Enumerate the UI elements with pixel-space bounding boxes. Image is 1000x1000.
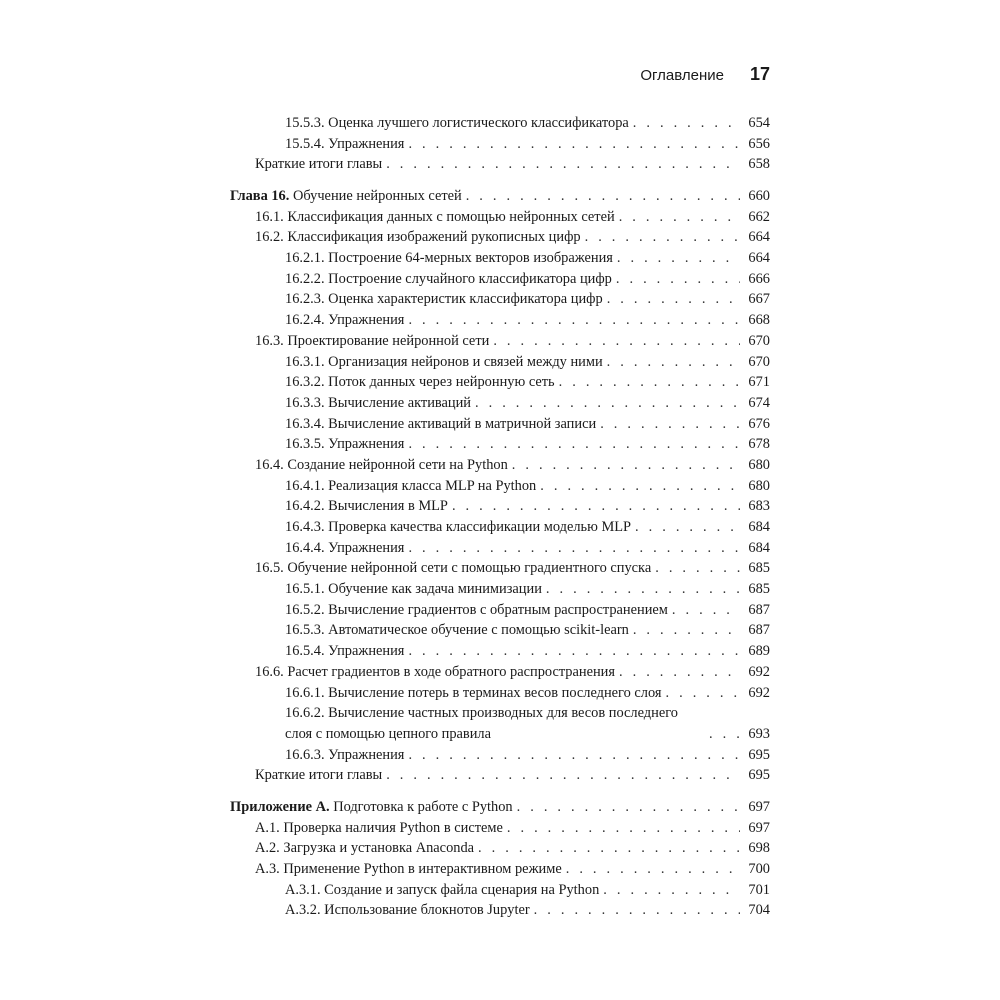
toc-page-number: 656	[748, 135, 770, 152]
dot-leader	[452, 496, 740, 517]
dot-leader	[475, 393, 740, 414]
toc-entry-text: 16.3.2. Поток данных через нейронную сеть	[285, 374, 555, 391]
toc-page-number: 658	[748, 156, 770, 173]
toc-page-number: 667	[748, 291, 770, 308]
toc-entry	[230, 621, 770, 642]
toc-page-number: 670	[748, 332, 770, 349]
toc-entry-title	[285, 269, 612, 290]
toc-page-number: 697	[748, 819, 770, 836]
toc-entry-title	[285, 393, 471, 414]
toc-entry	[230, 310, 770, 331]
toc-entry	[230, 352, 770, 373]
dot-leader	[619, 662, 740, 683]
toc-page-number: 695	[748, 746, 770, 763]
dot-leader	[709, 724, 740, 745]
toc-entry-text: 16.5.2. Вычисление градиентов с обратным распространением	[285, 601, 668, 618]
toc-entry	[230, 703, 770, 744]
toc-page-number: 689	[748, 643, 770, 660]
dot-leader	[616, 269, 740, 290]
toc-entry-text: 16.1. Классификация данных с помощью нейронных сетей	[255, 208, 615, 225]
toc-entry	[230, 662, 770, 683]
dot-leader	[600, 414, 740, 435]
toc-entry-text: 16.2.3. Оценка характеристик классификатора цифр	[285, 291, 603, 308]
dot-leader	[540, 476, 740, 497]
dot-leader	[672, 600, 740, 621]
toc-entry-title	[285, 248, 613, 269]
page-number: 17	[749, 64, 770, 84]
toc-page-number: 674	[748, 394, 770, 411]
running-head-title: Оглавление	[640, 67, 724, 84]
toc-entry-text: 16.4.2. Вычисления в MLP	[285, 498, 448, 515]
toc-page-number: 664	[748, 229, 770, 246]
toc-entry-text: 15.5.3. Оценка лучшего логистического классификатора	[285, 114, 629, 131]
toc-entry	[230, 838, 770, 859]
toc-entry	[230, 434, 770, 455]
toc-entry-title	[285, 414, 596, 435]
dot-leader	[408, 641, 740, 662]
toc-entry	[230, 455, 770, 476]
dot-leader	[607, 352, 740, 373]
toc-page-number: 683	[748, 498, 770, 515]
toc-page-number: 685	[748, 581, 770, 598]
toc-entry-title	[255, 859, 562, 880]
toc-entry-text: 16.3.1. Организация нейронов и связей между ними	[285, 353, 603, 370]
toc-entry-title	[285, 372, 555, 393]
dot-leader	[603, 880, 740, 901]
toc-entry	[230, 393, 770, 414]
dot-leader	[408, 134, 740, 155]
toc-entry	[230, 248, 770, 269]
dot-leader	[633, 113, 740, 134]
toc-entry-title	[255, 331, 489, 352]
dot-leader	[666, 683, 740, 704]
toc-entry-text: 16.6. Расчет градиентов в ходе обратного распространения	[255, 663, 616, 680]
toc-entry-title	[255, 558, 651, 579]
toc-entry-title	[285, 579, 542, 600]
toc-entry-title	[285, 641, 404, 662]
toc-entry-text: 16.3. Проектирование нейронной сети	[255, 332, 490, 349]
dot-leader	[633, 620, 740, 641]
toc-page-number: 704	[748, 902, 770, 919]
toc-entry	[230, 227, 770, 248]
dot-leader	[585, 227, 740, 248]
toc-page-number: 692	[748, 663, 770, 680]
toc-entry-title	[285, 434, 404, 455]
dot-leader	[507, 818, 740, 839]
toc-entry-text: 16.5.1. Обучение как задача минимизации	[285, 581, 542, 598]
dot-leader	[408, 538, 740, 559]
toc-entry	[230, 683, 770, 704]
toc-entry-text: 16.4.1. Реализация класса MLP на Python	[285, 477, 537, 494]
toc-entry-text: 16.2.2. Построение случайного классификатора цифр	[285, 270, 612, 287]
toc-entry-title	[255, 818, 503, 839]
toc-page-number: 693	[748, 725, 770, 742]
toc-entry-text: 16.2.4. Упражнения	[285, 312, 405, 329]
toc-entry	[230, 517, 770, 538]
dot-leader	[386, 154, 740, 175]
toc-page-number: 666	[748, 270, 770, 287]
toc-entry	[230, 859, 770, 880]
toc-entry-text: 16.2. Классификация изображений рукописных цифр	[255, 229, 581, 246]
toc-page-number: 692	[748, 684, 770, 701]
toc-page-number: 676	[748, 415, 770, 432]
toc-entry-text: 16.3.5. Упражнения	[285, 436, 405, 453]
toc-entry-text: 16.6.1. Вычисление потерь в терминах весов последнего слоя	[285, 684, 662, 701]
toc-entry-text: 16.4.4. Упражнения	[285, 539, 405, 556]
toc-entry-title	[285, 310, 404, 331]
toc-entry-text: 16.6.3. Упражнения	[285, 746, 405, 763]
toc-entry-title	[285, 289, 603, 310]
toc-entry-text: А.1. Проверка наличия Python в системе	[255, 819, 503, 836]
toc-entry-text: Краткие итоги главы	[255, 767, 383, 784]
toc-entry-title	[285, 352, 603, 373]
toc-entry	[230, 154, 770, 175]
toc-entry	[230, 331, 770, 352]
dot-leader	[466, 186, 740, 207]
toc-entry-text: 16.4. Создание нейронной сети на Python	[255, 456, 508, 473]
toc-entry-text: А.2. Загрузка и установка Anaconda	[255, 840, 475, 857]
toc-entry-text: Краткие итоги главы	[255, 156, 383, 173]
toc-page-number: 662	[748, 208, 770, 225]
toc-entry	[230, 900, 770, 921]
toc-entry-title	[285, 703, 705, 744]
toc-page-number: 685	[748, 560, 770, 577]
toc-entry	[230, 414, 770, 435]
toc-page-number: 684	[748, 519, 770, 536]
dot-leader	[517, 797, 740, 818]
toc-entry-title	[285, 476, 536, 497]
toc-entry-title	[255, 207, 615, 228]
toc-entry-title	[285, 496, 448, 517]
toc-entry	[230, 476, 770, 497]
dot-leader	[478, 838, 740, 859]
dot-leader	[635, 517, 740, 538]
toc-entry-title	[230, 797, 513, 818]
toc-entry	[230, 186, 770, 207]
dot-leader	[566, 859, 740, 880]
toc-page-number: 680	[748, 456, 770, 473]
toc-entry-title	[285, 880, 599, 901]
toc-page-number: 698	[748, 840, 770, 857]
dot-leader	[546, 579, 740, 600]
toc-entry-text: 16.5.3. Автоматическое обучение с помощью scikit-learn	[285, 622, 629, 639]
toc-entry-text: А.3.2. Использование блокнотов Jupyter	[285, 902, 530, 919]
dot-leader	[386, 765, 740, 786]
toc-entry-text: 15.5.4. Упражнения	[285, 135, 405, 152]
toc-entry-label: Глава 16.	[230, 188, 290, 205]
toc-entry	[230, 207, 770, 228]
toc-page-number: 687	[748, 622, 770, 639]
toc-entry-text: 16.5.4. Упражнения	[285, 643, 405, 660]
toc-page-number: 687	[748, 601, 770, 618]
dot-leader	[619, 207, 740, 228]
dot-leader	[534, 900, 740, 921]
toc-entry	[230, 558, 770, 579]
toc-page-number: 660	[748, 188, 770, 205]
toc-entry	[230, 641, 770, 662]
toc-entry-title	[285, 745, 404, 766]
toc-entry	[230, 797, 770, 818]
toc-entry-text: 16.6.2. Вычисление частных производных для весов последнего слоя с помощью цепного правила	[285, 705, 678, 742]
toc-entry-title	[255, 154, 382, 175]
toc-entry-title	[285, 900, 530, 921]
toc-page-number: 664	[748, 250, 770, 267]
toc-page-number: 695	[748, 767, 770, 784]
toc-entry	[230, 290, 770, 311]
toc-entry	[230, 496, 770, 517]
toc-entry-text: 16.5. Обучение нейронной сети с помощью градиентного спуска	[255, 560, 652, 577]
toc-entry-text: 16.3.4. Вычисление активаций в матричной записи	[285, 415, 597, 432]
toc-entry-title	[255, 662, 615, 683]
running-head	[620, 64, 770, 85]
toc-page-number: 700	[748, 861, 770, 878]
toc-entry	[230, 372, 770, 393]
toc-entry	[230, 538, 770, 559]
toc-entry-text: Обучение нейронных сетей	[289, 188, 462, 205]
table-of-contents	[230, 113, 770, 921]
toc-entry-title	[285, 517, 631, 538]
toc-entry-label: Приложение А.	[230, 799, 330, 815]
toc-entry-title	[285, 113, 629, 134]
toc-entry-title	[255, 838, 474, 859]
toc-entry-title	[285, 134, 404, 155]
toc-entry-text: Подготовка к работе с Python	[329, 799, 513, 815]
toc-entry-text: 16.3.3. Вычисление активаций	[285, 394, 471, 411]
toc-entry-title	[255, 455, 508, 476]
dot-leader	[408, 434, 740, 455]
toc-entry-title	[285, 600, 668, 621]
dot-leader	[408, 310, 740, 331]
dot-leader	[512, 455, 740, 476]
toc-entry-title	[230, 186, 462, 207]
dot-leader	[408, 745, 740, 766]
toc-page-number: 684	[748, 539, 770, 556]
toc-entry-text: 16.4.3. Проверка качества классификации моделью MLP	[285, 519, 632, 536]
dot-leader	[493, 331, 740, 352]
toc-entry	[230, 880, 770, 901]
toc-entry-title	[285, 620, 629, 641]
toc-entry-title	[255, 765, 382, 786]
dot-leader	[607, 289, 740, 310]
toc-entry-text: 16.2.1. Построение 64-мерных векторов изображения	[285, 250, 613, 267]
toc-page-number: 701	[748, 881, 770, 898]
dot-leader	[559, 372, 740, 393]
toc-entry-title	[285, 538, 404, 559]
toc-page-number: 668	[748, 312, 770, 329]
toc-entry-text: А.3.1. Создание и запуск файла сценария на Python	[285, 881, 600, 898]
toc-entry	[230, 113, 770, 134]
toc-page-number: 678	[748, 436, 770, 453]
toc-entry	[230, 745, 770, 766]
toc-page-number: 697	[748, 799, 770, 815]
dot-leader	[655, 558, 740, 579]
dot-leader	[617, 248, 740, 269]
toc-entry	[230, 818, 770, 839]
toc-page-number: 654	[748, 114, 770, 131]
toc-entry	[230, 600, 770, 621]
toc-entry	[230, 134, 770, 155]
toc-entry	[230, 765, 770, 786]
toc-entry-title	[285, 683, 662, 704]
toc-page-number: 671	[748, 374, 770, 391]
toc-entry-title	[255, 227, 581, 248]
toc-entry-text: А.3. Применение Python в интерактивном режиме	[255, 861, 562, 878]
toc-page-number: 670	[748, 353, 770, 370]
toc-entry	[230, 579, 770, 600]
toc-entry	[230, 269, 770, 290]
toc-page-number: 680	[748, 477, 770, 494]
